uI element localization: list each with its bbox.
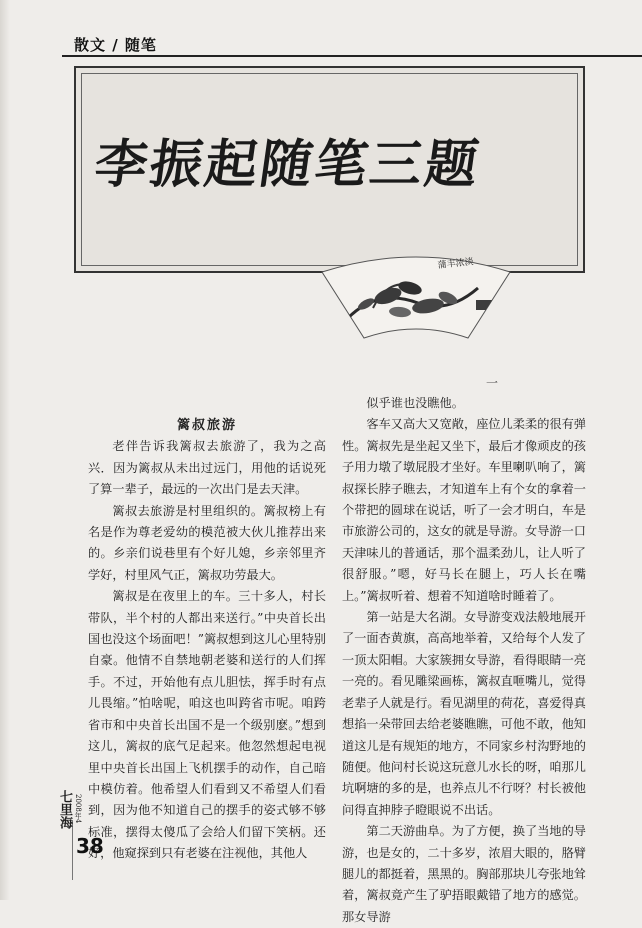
part1-number: 一 <box>486 376 499 390</box>
paragraph: 第一站是大名湖。女导游变戏法般地展开了一面杏黄旗，高高地举着，又给每个人发了一顶太阳帽。大家簇拥女导游，看得眼睛一亮一亮的。看见雕梁画栋，篱叔直咂嘴儿，觉得老辈子人就是行。看见湖里的荷花，喜爱得真想掐一朵带回去给老婆瞧瞧，可他不敢，他知道这儿是有规矩的地方，不同家乡村沟野地的随便。他问村长说这玩意儿水长的呀，咱那儿坑啊塘的多的是，也养点儿不行呀？村长被他问得直抻脖子瞪眼说不出话。 <box>342 610 586 817</box>
right-column <box>342 393 586 928</box>
header-rule <box>62 55 642 57</box>
show-through-text-left <box>88 283 326 413</box>
section-tag: 散文 / 随笔 <box>74 36 157 54</box>
page-number: 38 <box>76 834 104 858</box>
magazine-name: 七里海 <box>57 790 72 829</box>
paragraph: 篱叔是在夜里上的车。三十多人，村长带队，半个村的人都出来送行。”中央首长出国也没这个场面吧！”篱叔想到这儿心里特别自豪。他情不自禁地朝老婆和送行的人们挥手。不过，开始他有点儿胆怯，挥手时有点儿畏缩。”怕啥呢，咱这也叫跨省市呢。咱跨省市和中央首长出国不是一个级别麽。”想到这儿，篱叔的底气足起来。他忽然想起电视里中央首长出国上飞机摆手的动作，自己暗中模仿着。他希望人们看到又不希望人们看到，因为他不知道自己的摆手的姿式够不够标准，摆得太傻瓜了会给人们留下笑柄。还好，他窥探到只有老婆在注视他，其他人 <box>88 589 326 861</box>
fan-painting <box>318 248 514 340</box>
paragraph: 第二天游曲阜。为了方便，换了当地的导游，也是女的，二十多岁，浓眉大眼的，胳臂腿儿的都挺着，黑黑的。胸部那块儿夸张地耸着，篱叔竟产生了驴捂眼戴错了地方的感觉。那女导游 <box>342 824 586 924</box>
paragraph: 篱叔去旅游是村里组织的。篱叔榜上有名是作为尊老爱幼的模范被大伙儿推荐出来的。乡亲们说巷里有个好儿媳，乡亲邻里齐学好，村里风气正，篱叔功劳最大。 <box>88 503 326 582</box>
fan-painting-illustration <box>318 248 514 340</box>
article-title: 李振起随笔三题 <box>91 135 485 195</box>
title-panel <box>74 66 585 273</box>
paragraph: 客车又高大又宽敞，座位儿柔柔的很有弹性。篱叔先是坐起又坐下，最后才像顽皮的孩子用力墩了墩屁股才坐好。车里喇叭响了，篱叔探长脖子瞧去，才知道车上有个女的拿着一个带把的圆球在说话，听了一会才明白，车是市旅游公司的，这女的就是导游。女导游一口天津味儿的普通话，那个温柔劲儿，让人听了很舒服。”嗯，好马长在腿上，巧人长在嘴上。”篱叔听着、想着不知道啥时睡着了。 <box>342 417 586 603</box>
left-column <box>88 415 326 865</box>
page-gutter-shade <box>0 0 10 900</box>
fan-inscription: 蒲丰浓淡 <box>437 257 475 271</box>
paragraph: 老伴告诉我篱叔去旅游了，我为之高兴．因为篱叔从未出过远门，用他的话说死了算一辈子，最远的一次出门是去天津。 <box>88 439 326 497</box>
part1-title: 篱叔旅游 <box>176 418 237 433</box>
magazine-issue: 2008年4 <box>74 794 82 824</box>
paragraph: 似乎谁也没瞧他。 <box>366 396 464 410</box>
